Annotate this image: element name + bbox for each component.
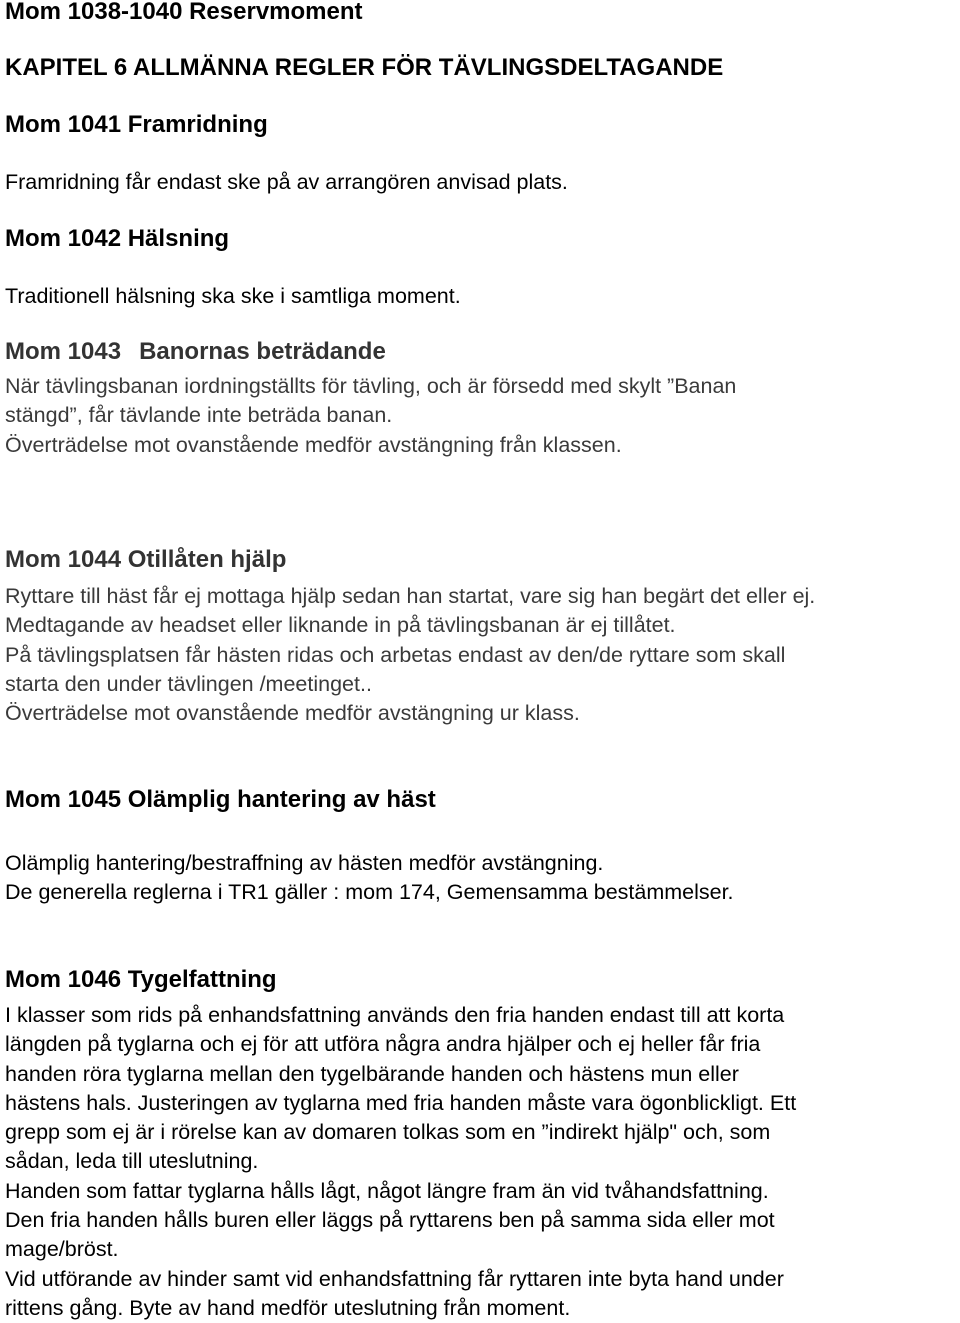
heading-mom-1038-1040: Mom 1038-1040 Reservmoment [5,0,363,25]
text-line: Vid utförande av hinder samt vid enhandsfattning får ryttaren inte byta hand under [5,1266,784,1291]
text-line: När tävlingsbanan iordningställts för tävling, och är försedd med skylt ”Banan [5,374,737,398]
paragraph-mom-1043 [5,372,736,460]
text-line: Ryttare till häst får ej mottaga hjälp sedan han startat, vare sig han begärt det eller ej. [5,584,816,608]
text-line: Traditionell hälsning ska ske i samtliga moment. [5,284,461,308]
text-line: Överträdelse mot ovanstående medför avstängning från klassen. [5,432,622,457]
text-line: Handen som fattar tyglarna hålls lågt, något längre fram än vid tvåhandsfattning. [5,1178,769,1203]
text-line: Olämplig hantering/bestraffning av hästen medför avstängning. [5,851,604,875]
paragraph-mom-1044 [5,582,815,728]
text-line: Framridning får endast ske på av arrangören anvisad plats. [5,170,568,194]
heading-mom-1044: Mom 1044 Otillåten hjälp [5,546,287,573]
text-line: handen röra tyglarna mellan den tygelbärande handen och hästens mun eller [5,1061,739,1086]
text-line: Överträdelse mot ovanstående medför avstängning ur klass. [5,701,580,726]
text-line: längden på tyglarna och ej för att utföra några andra hjälper och ej heller får fria [5,1032,761,1057]
paragraph-mom-1042 [5,282,461,311]
heading-mom-1046: Mom 1046 Tygelfattning [5,966,277,993]
heading-mom-1045: Mom 1045 Olämplig hantering av häst [5,786,436,813]
chapter-title: KAPITEL 6 ALLMÄNNA REGLER FÖR TÄVLINGSDELTAGANDE [5,54,724,81]
heading-mom-1041: Mom 1041 Framridning [5,111,268,138]
text-line: grepp som ej är i rörelse kan av domaren tolkas som en ”indirekt hjälp" och, som [5,1120,771,1145]
paragraph-mom-1045 [5,849,734,908]
text-line: I klasser som rids på enhandsfattning används den fria handen endast till att korta [5,1003,785,1027]
text-line: rittens gång. Byte av hand medför uteslutning från moment. [5,1295,571,1320]
text-line: hästens hals. Justeringen av tyglarna med fria handen måste vara ögonblickligt. Ett [5,1090,797,1115]
text-line: stängd”, får tävlande inte beträda banan. [5,403,393,428]
text-line: De generella reglerna i TR1 gäller : mom 174, Gemensamma bestämmelser. [5,880,734,905]
text-line: mage/bröst. [5,1237,119,1262]
text-line: På tävlingsplatsen får hästen ridas och arbetas endast av den/de ryttare som skall [5,642,786,667]
heading-number: Mom 1043 [5,338,122,365]
text-line: starta den under tävlingen /meetinget.. [5,671,372,696]
paragraph-mom-1041 [5,168,568,197]
paragraph-mom-1046 [5,1001,796,1323]
text-line: sådan, leda till uteslutning. [5,1149,259,1174]
heading-title: Banornas beträdande [139,338,386,365]
text-line: Medtagande av headset eller liknande in på tävlingsbanan är ej tillåtet. [5,613,676,638]
text-line: Den fria handen hålls buren eller läggs på ryttarens ben på samma sida eller mot [5,1208,775,1233]
heading-mom-1042: Mom 1042 Hälsning [5,225,230,252]
heading-mom-1043 [5,338,386,366]
